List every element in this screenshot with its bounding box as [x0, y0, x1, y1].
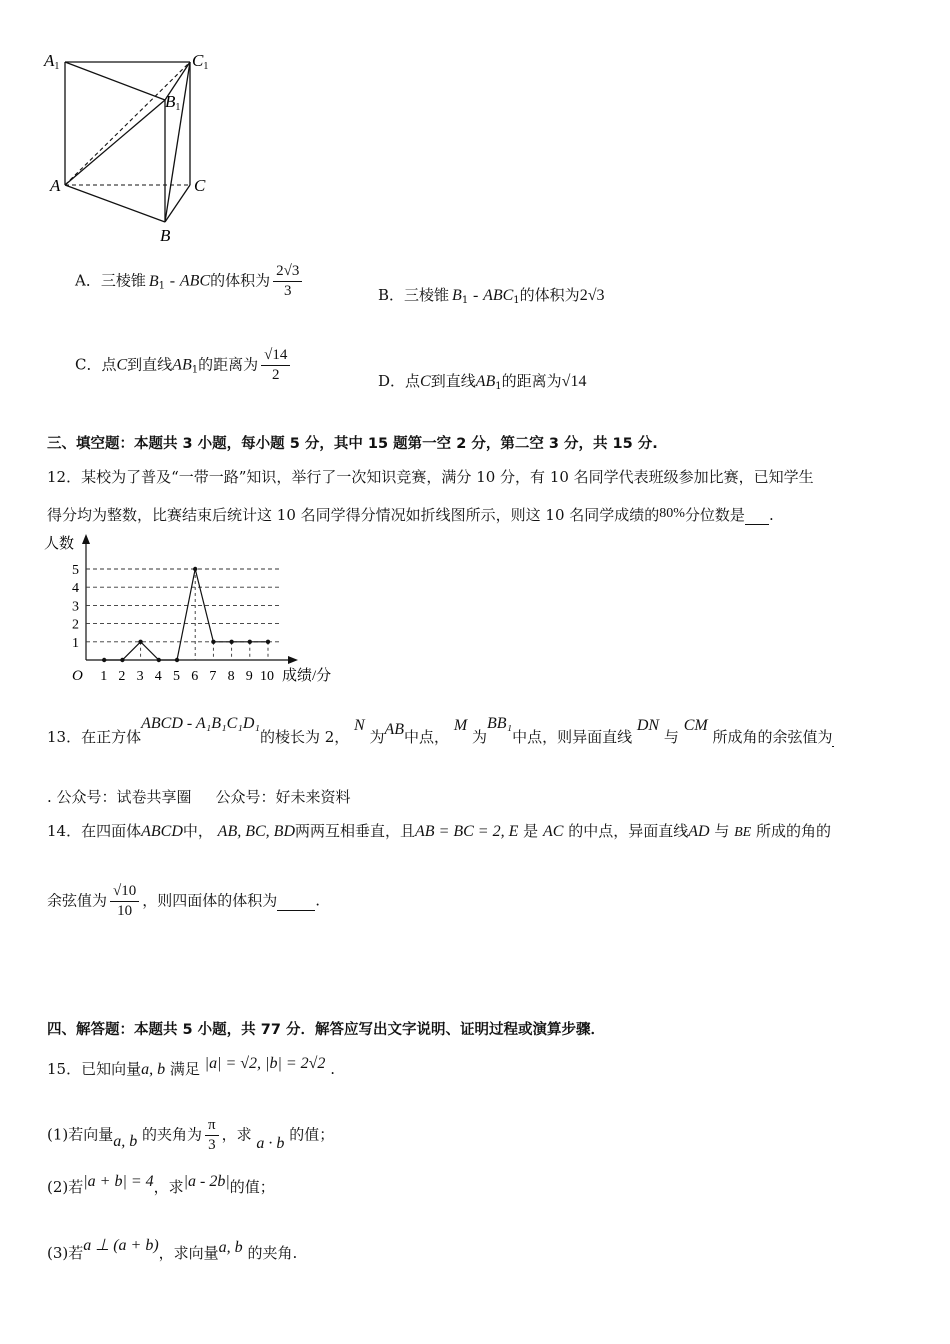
data-point: [102, 658, 106, 662]
section4-heading: 四、解答题：本题共 5 小题，共 77 分．解答应写出文字说明、证明过程或演算步骤．: [47, 1022, 605, 1038]
label-a: A: [50, 176, 61, 195]
x-tick-label: 9: [245, 669, 253, 684]
q15-part2: (2)若|a + b| = 4，求|a - 2b|的值；: [47, 1173, 275, 1196]
x-axis-arrow: [288, 656, 298, 664]
y-tick-label: 1: [72, 635, 79, 651]
section3-heading: 三、填空题：本题共 3 小题，每小题 5 分，其中 15 题第一空 2 分，第二空 3 分，共 15 分.: [47, 436, 658, 452]
label-a1: A1: [44, 51, 60, 72]
q15-pi-fraction: $\frac{\pi}{3}$: [205, 1116, 219, 1155]
x-tick-label: 5: [173, 669, 180, 684]
data-point: [157, 658, 161, 662]
data-point: [193, 567, 197, 571]
q14-line2: 余弦值为 $\frac{√10}{10}$ ，则四面体的体积为 .: [47, 883, 321, 919]
x-tick-label: 10: [260, 669, 274, 684]
q12-line1: 12．某校为了普及“一带一路”知识，举行了一次知识竞赛，满分 10 分，有 10 名同学代表班级参加比赛，已知学生: [47, 468, 814, 486]
series-line: [104, 569, 268, 660]
x-tick-label: 7: [209, 669, 217, 684]
x-tick-label: 2: [118, 669, 126, 684]
y-axis-label: 人数: [44, 536, 75, 552]
q14-line1: 14．在四面体ABCD中， AB, BC, BD两两互相垂直，且AB = BC = 2, E 是 AC 的中点，异面直线AD 与 BE 所成的角的: [47, 822, 832, 840]
label-c: C: [194, 176, 206, 195]
option-b: B．三棱锥 $B_1 - ABC_1$的体积为2√3: [378, 286, 605, 306]
q15-stem: 15．已知向量a, b 满足 |a| = √2, |b| = 2√2 .: [47, 1055, 335, 1078]
y-tick-label: 3: [72, 599, 79, 615]
data-point: [248, 640, 252, 644]
x-tick-label: 6: [191, 669, 199, 684]
x-tick-label: 4: [154, 669, 162, 684]
q15-part1: (1)若向量a, b 的夹角为 $\frac{\pi}{3}$ ，求 a · b 的值；: [47, 1117, 335, 1153]
label-b1: B1: [165, 92, 181, 113]
data-point: [266, 640, 270, 644]
y-tick-label: 4: [72, 581, 79, 597]
x-tick-label: 1: [100, 669, 108, 684]
prism-figure: [40, 45, 230, 250]
x-tick-label: 8: [227, 669, 235, 684]
y-tick-label: 5: [72, 563, 79, 578]
data-point: [138, 640, 142, 644]
origin-label: O: [72, 668, 83, 684]
score-line-chart: [40, 532, 350, 692]
data-point: [175, 658, 179, 662]
data-point: [120, 658, 124, 662]
x-axis-label: 成绩/分: [282, 668, 332, 684]
q15-part3: (3)若a ⊥ (a + b)，求向量a, b 的夹角.: [47, 1237, 298, 1262]
y-tick-label: 2: [72, 617, 79, 633]
q12-line2: 得分均为整数，比赛结束后统计这 10 名同学得分情况如折线图所示，则这 10 名同学成绩的80%分位数是 .: [47, 506, 774, 524]
y-axis-arrow: [82, 534, 90, 544]
option-a: A．三棱锥 $B_1$ - ABC的体积为 $\frac{2√3}{3}$: [75, 262, 305, 301]
label-c1: C1: [192, 51, 209, 72]
q12-answer-blank: [745, 506, 769, 525]
q14-answer-blank: [277, 892, 315, 911]
x-tick-label: 3: [136, 669, 144, 684]
option-c: C．点C到直线$AB_1$的距离为 $\frac{√14}{2}$: [75, 346, 293, 385]
option-d: D．点C到直线$AB_1$的距离为√14: [378, 372, 587, 392]
q14-fraction: $\frac{√10}{10}$: [110, 882, 139, 921]
q13-watermark: . 公众号：试卷共享圈 公众号：好未来资料: [47, 788, 351, 806]
option-a-fraction: $\frac{2√3}{3}$: [273, 262, 302, 301]
label-b: B: [160, 226, 171, 245]
data-point: [229, 640, 233, 644]
option-c-fraction: $\frac{√14}{2}$: [261, 346, 290, 385]
data-point: [211, 640, 215, 644]
q13-line: 13．在正方体ABCD - A₁B₁C₁D₁的棱长为 2， N 为AB中点， M 为BB₁中点，则异面直线 DN 与 CM 所成角的余弦值为: [47, 715, 833, 746]
